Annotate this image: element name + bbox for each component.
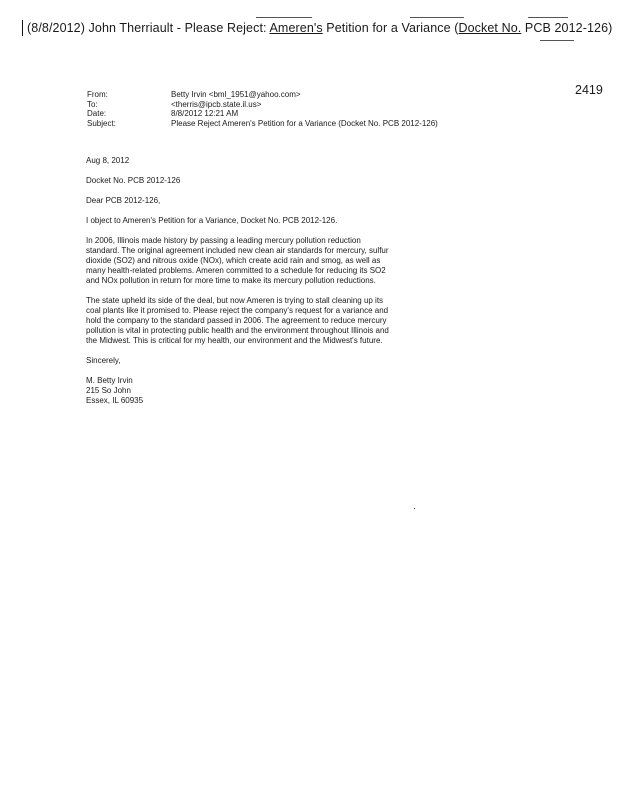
signature-address: 215 So John xyxy=(86,386,131,395)
date-label: Date: xyxy=(87,109,107,118)
header-suffix: PCB 2012-126) xyxy=(521,21,613,35)
email-metadata xyxy=(87,90,438,128)
scan-speck xyxy=(414,508,415,509)
letter-salutation: Dear PCB 2012-126, xyxy=(86,196,161,205)
letter-body xyxy=(86,156,396,406)
subject-value: Please Reject Ameren's Petition for a Variance (Docket No. PCB 2012-126) xyxy=(171,118,438,128)
header-ameren: Ameren's xyxy=(269,21,323,35)
letter-objection: I object to Ameren's Petition for a Variance, Docket No. PCB 2012-126. xyxy=(86,216,338,225)
header-rule-top xyxy=(256,17,312,18)
letter-closing: Sincerely, xyxy=(86,356,121,365)
from-value: Betty Irvin <bml_1951@yahoo.com> xyxy=(171,90,301,99)
subject-row xyxy=(87,119,438,129)
header-margin-line xyxy=(22,20,23,36)
letter-paragraph-1: In 2006, Illinois made history by passing a leading mercury pollution reduction standard. The original agreement included new clean air standards for mercury, sulfur dioxide (SO2) and nitrous oxide (NOx), which create acid rain and smog, as well as many health-related problems. Ameren committed to a schedule for reducing its SO2 and NOx pollution in return for more time to make its mercury pollution reductions. xyxy=(86,236,389,285)
to-label: To: xyxy=(87,99,98,109)
to-row xyxy=(87,100,438,110)
letter-paragraph-2: The state upheld its side of the deal, but now Ameren is trying to stall cleaning up its coal plants like it promised to. Please reject the company's request for a variance and hold the company to the standard passed in 2006. The agreement to reduce mercury pollution is vital in protecting public health and the environment throughout Illinois and the Midwest. This is critical for my health, our environment and the Midwest's future. xyxy=(86,296,389,345)
header-rule-top-3 xyxy=(528,17,568,18)
date-row xyxy=(87,109,438,119)
header-rule-top-2 xyxy=(410,17,464,18)
to-value: <therris@ipcb.state.il.us> xyxy=(171,99,262,109)
signature-name: M. Betty Irvin xyxy=(86,376,133,385)
date-value: 8/8/2012 12:21 AM xyxy=(171,109,239,118)
header-rule-bottom xyxy=(540,40,574,41)
signature-city: Essex, IL 60935 xyxy=(86,396,144,405)
from-row xyxy=(87,90,438,100)
letter-docket: Docket No. PCB 2012-126 xyxy=(86,176,181,185)
header-middle: Petition for a Variance ( xyxy=(322,21,459,35)
document-header xyxy=(27,21,612,35)
from-label: From: xyxy=(87,90,108,99)
letter-date: Aug 8, 2012 xyxy=(86,156,130,165)
header-prefix: (8/8/2012) John Therriault - Please Reject: xyxy=(27,21,270,35)
subject-label: Subject: xyxy=(87,118,116,128)
header-docket: Docket No. xyxy=(458,21,522,35)
page-number: 2419 xyxy=(575,83,603,97)
